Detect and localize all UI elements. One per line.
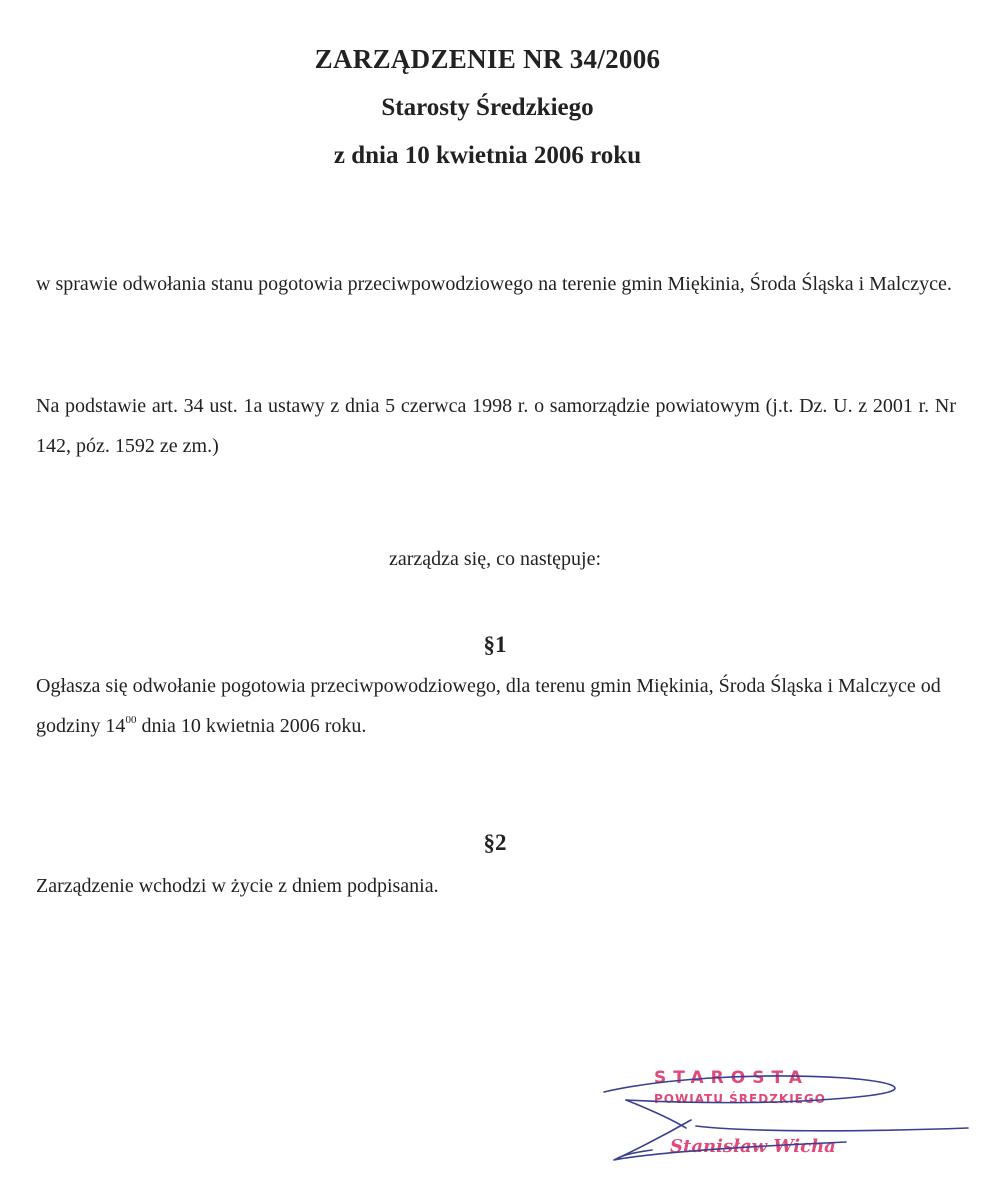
section-1-text-after: dnia 10 kwietnia 2006 roku.: [136, 715, 367, 737]
section-1-superscript: 00: [125, 714, 137, 726]
document-date: z dnia 10 kwietnia 2006 roku: [333, 142, 642, 169]
document-title: ZARZĄDZENIE NR 34/2006: [314, 44, 661, 74]
stamp-title: STAROSTA: [654, 1068, 809, 1088]
orders-line: zarządza się, co następuje:: [388, 548, 602, 570]
official-stamp: [596, 1060, 976, 1170]
document-authority: Starosty Średzkiego: [381, 94, 594, 121]
section-1-text-before: Ogłasza się odwołanie pogotowia przeciwpowodziowego, dla terenu gmin Miękinia, Środa Śląska i Malczyce od godziny 14: [36, 675, 941, 737]
section-1-mark: §1: [483, 632, 507, 657]
section-2-mark: §2: [483, 830, 507, 855]
stamp-office: POWIATU ŚREDZKIEGO: [654, 1092, 826, 1106]
section-1-text: [36, 666, 956, 746]
subject-paragraph: w sprawie odwołania stanu pogotowia przeciwpowodziowego na terenie gmin Miękinia, Środa Śląska i Malczyce.: [36, 273, 952, 295]
stamp-name: Stanisław Wicha: [670, 1136, 836, 1157]
section-2-text: Zarządzenie wchodzi w życie z dniem podpisania.: [36, 875, 439, 897]
handwritten-signature-icon: [596, 1060, 976, 1170]
legal-basis-paragraph: Na podstawie art. 34 ust. 1a ustawy z dnia 5 czerwca 1998 r. o samorządzie powiatowym (j.t. Dz. U. z 2001 r. Nr 142, póz. 1592 ze zm.): [36, 395, 956, 457]
